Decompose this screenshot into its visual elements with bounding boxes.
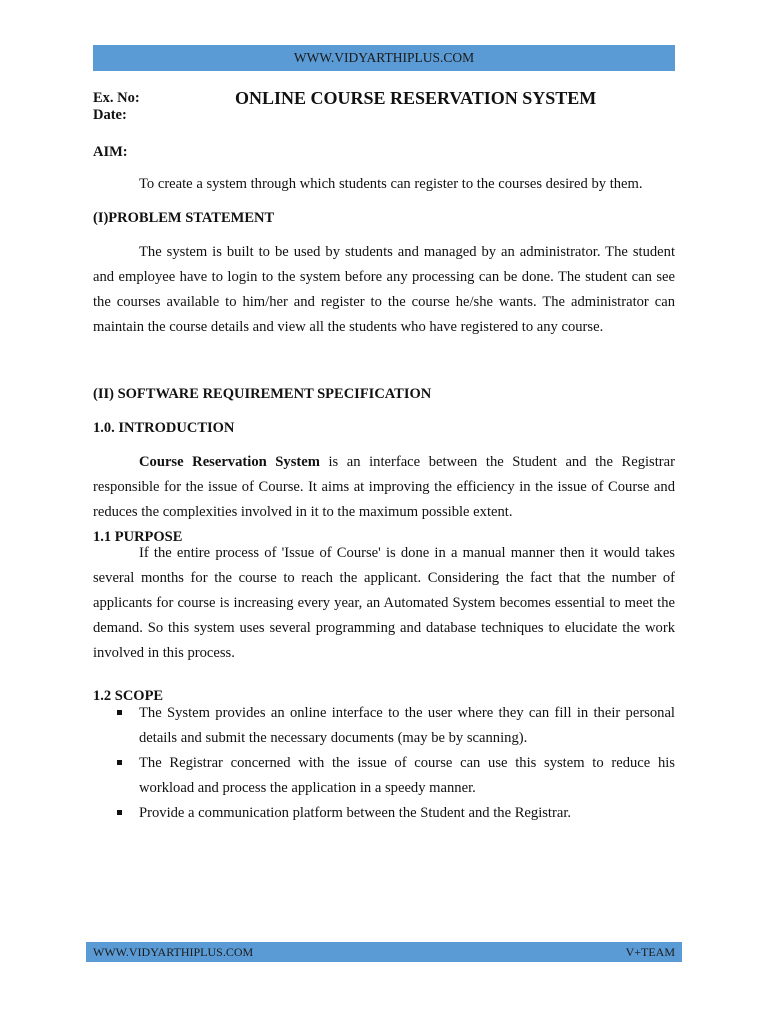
problem-statement-text: The system is built to be used by students and managed by an administrator. The student and employee have to login to the system before any processing can be done. The student can see the courses available to him/her and register to the course he/she wants. The administrator can maintain the course details and view all the students who have registered to any course. — [93, 244, 675, 335]
bullet-square-icon — [117, 710, 122, 715]
exercise-number-label: Ex. No: — [93, 90, 140, 106]
header-site-text: WWW.VIDYARTHIPLUS.COM — [293, 50, 475, 65]
aim-text: To create a system through which students can register to the courses desired by them. — [139, 176, 643, 192]
problem-statement-heading: (I)PROBLEM STATEMENT — [93, 210, 275, 226]
list-item: Provide a communication platform between the Student and the Registrar. — [93, 801, 675, 826]
introduction-heading: 1.0. INTRODUCTION — [93, 420, 235, 436]
bullet-square-icon — [117, 810, 122, 815]
introduction-text — [93, 450, 675, 525]
footer-site-text: WWW.VIDYARTHIPLUS.COM — [93, 945, 254, 959]
scope-heading: 1.2 SCOPE — [93, 688, 164, 704]
bullet-square-icon — [117, 760, 122, 765]
footer-team-text: V+TEAM — [625, 945, 675, 959]
list-item: The Registrar concerned with the issue of course can use this system to reduce his workload and process the application in a speedy manner. — [93, 751, 675, 801]
list-item: The System provides an online interface to the user where they can fill in their personal details and submit the necessary documents (may be by scanning). — [93, 701, 675, 751]
purpose-heading: 1.1 PURPOSE — [93, 529, 183, 545]
aim-heading: AIM: — [93, 144, 128, 160]
purpose-text: If the entire process of 'Issue of Course' is done in a manual manner then it would takes several months for the course to reach the applicant. Considering the fact that the number of applicants for course is increasing every year, an Automated System becomes essential to meet the demand. So this system uses several programming and database techniques to elucidate the work involved in this process. — [93, 545, 675, 661]
page-title: ONLINE COURSE RESERVATION SYSTEM — [235, 88, 597, 108]
introduction-lead: Course Reservation System — [139, 454, 320, 470]
header-banner — [93, 45, 675, 71]
document-title-row — [93, 88, 675, 126]
scope-list — [93, 701, 675, 826]
date-label: Date: — [93, 107, 127, 123]
srs-heading: (II) SOFTWARE REQUIREMENT SPECIFICATION — [93, 386, 432, 402]
introduction-body: is an interface between the Student and the Registrar responsible for the issue of Course. It aims at improving the efficiency in the issue of Course and reduces the complexities involved in it to the maximum possible extent. — [93, 454, 675, 520]
footer-banner — [86, 942, 682, 962]
